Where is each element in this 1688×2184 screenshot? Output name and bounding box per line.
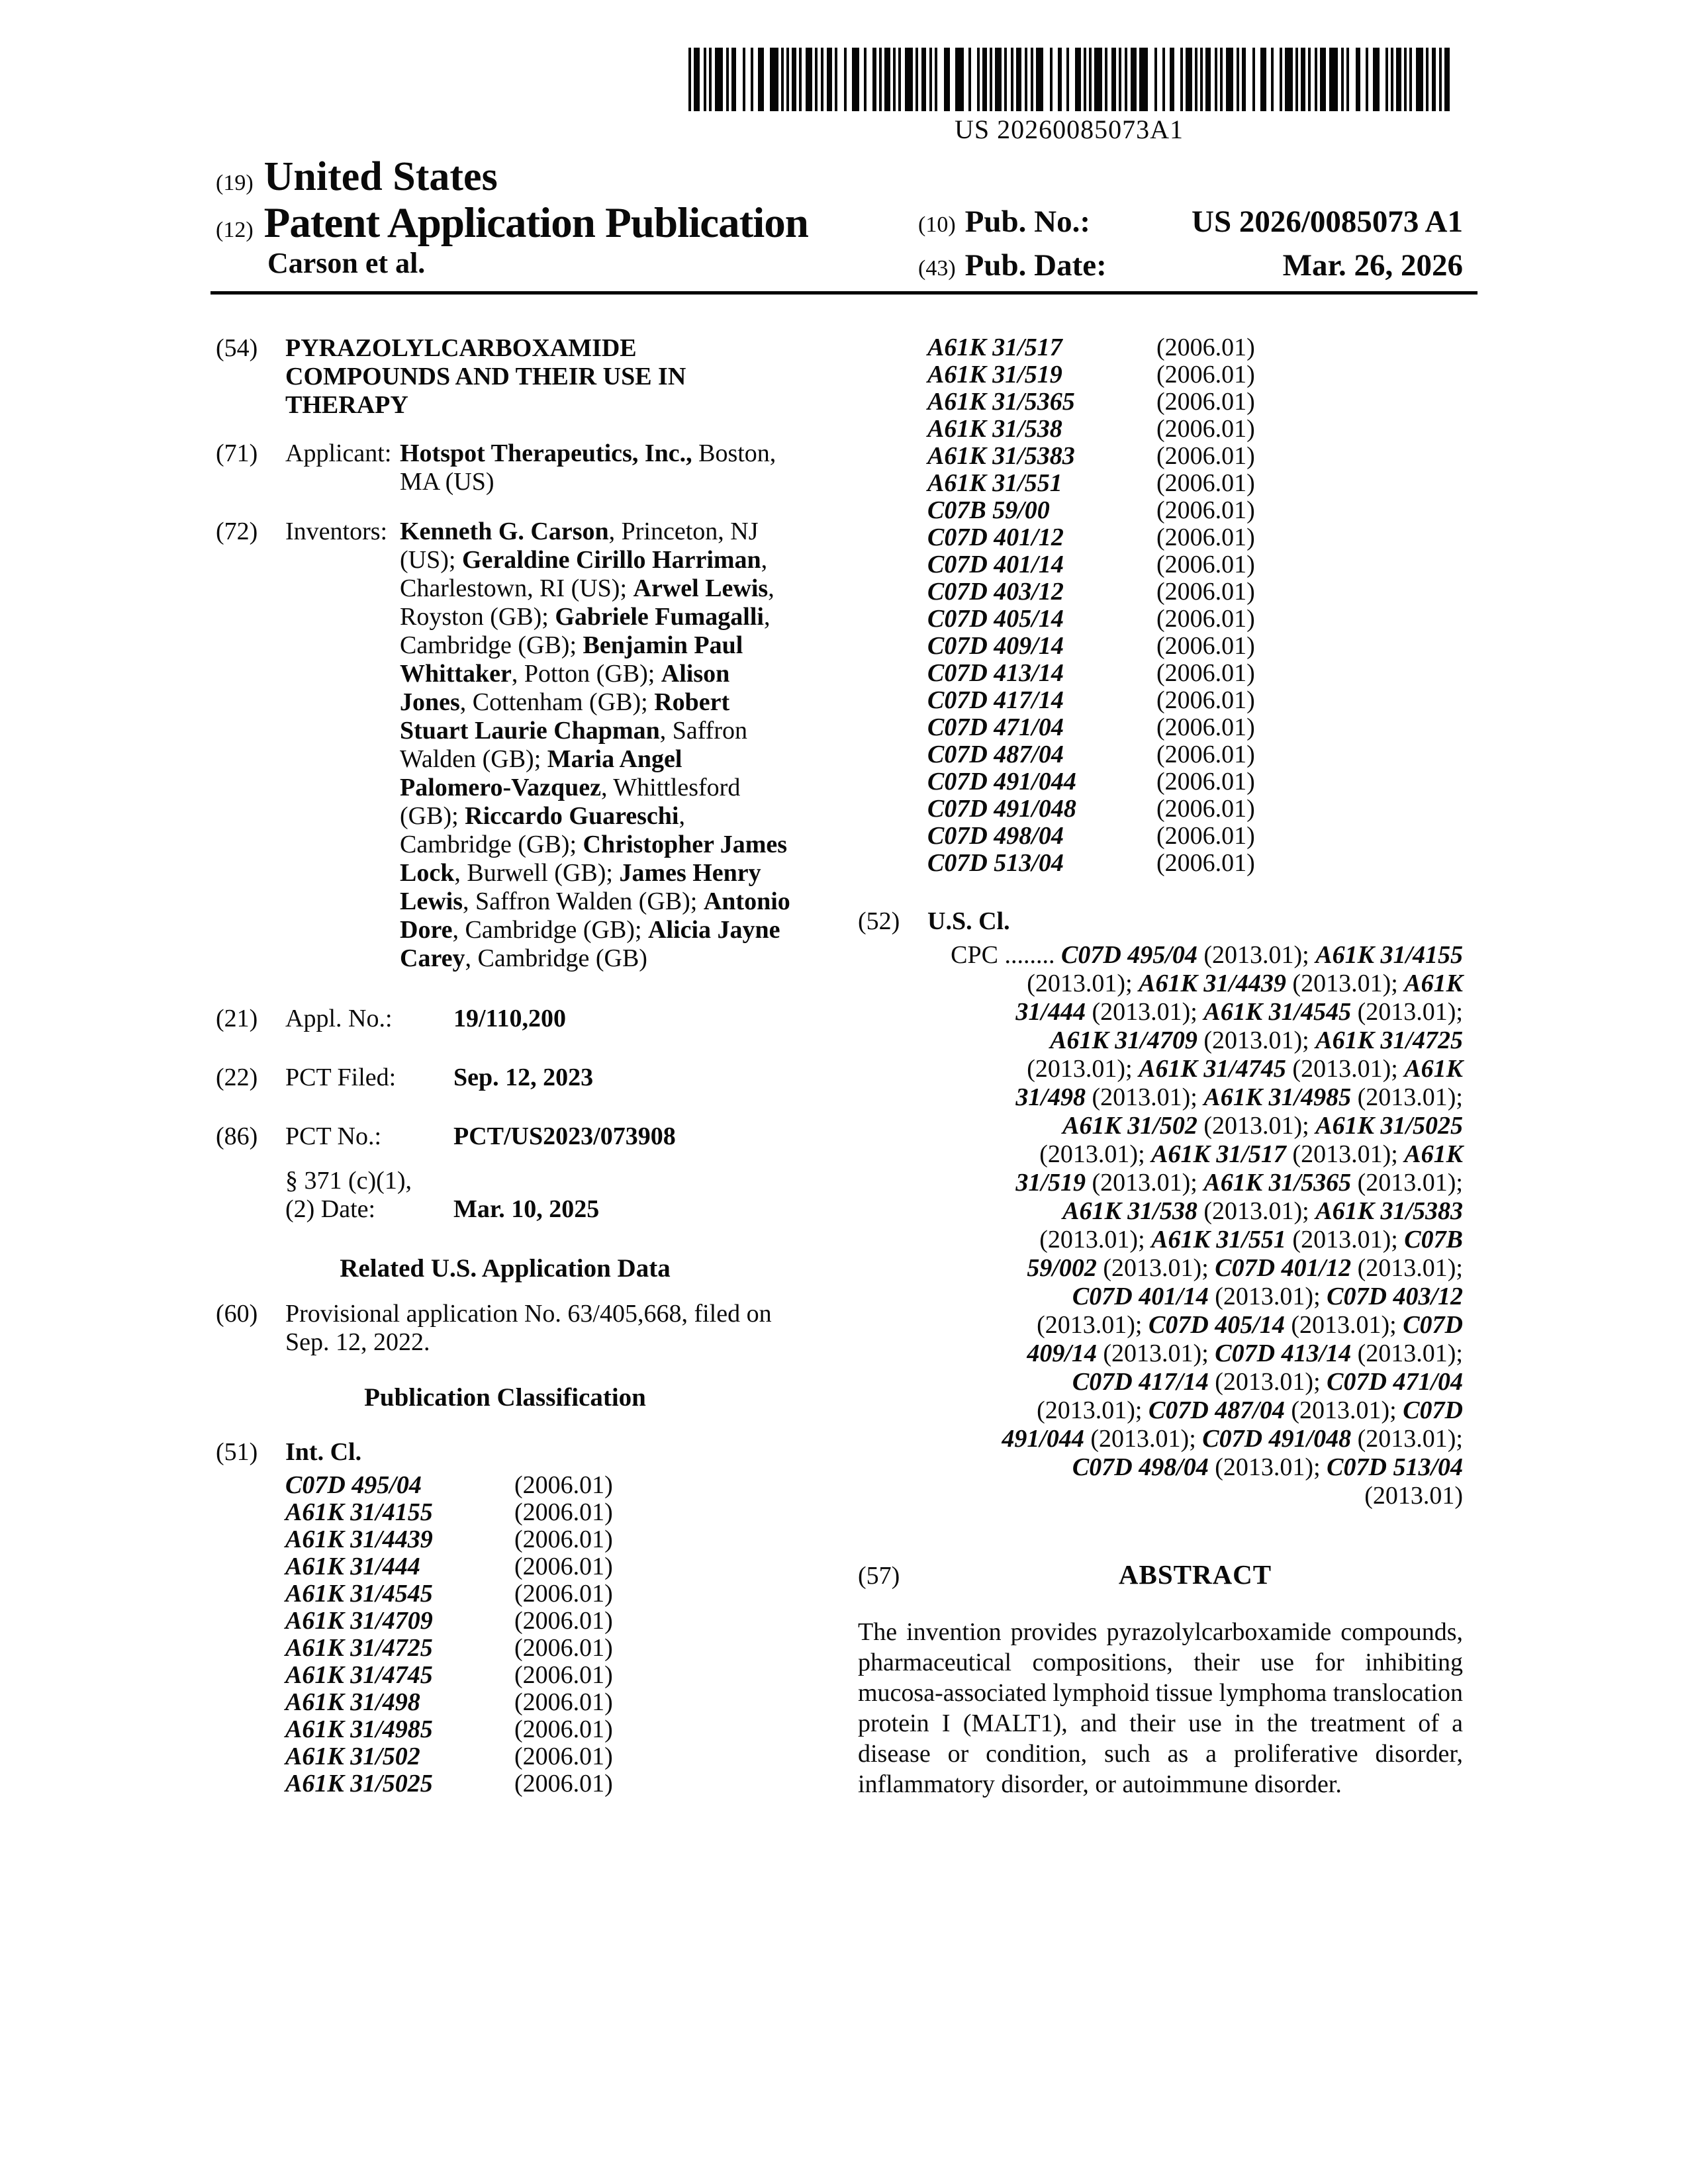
barcode-bar [982,48,987,111]
cpc-line: 31/519 (2013.01); A61K 31/5365 (2013.01); [1015,1169,1463,1197]
doc-type-tag: (12) [216,218,254,242]
intcl-field [216,1438,794,1467]
inventor-name: Antonio Dore [400,887,790,944]
intcl-code: A61K 31/4725 [285,1634,433,1662]
barcode-bar [770,48,778,111]
intcl-code: C07D 403/12 [927,578,1064,606]
cpc-line: A61K 31/538 (2013.01); A61K 31/5383 [1062,1197,1463,1225]
barcode-bar [1125,48,1127,111]
uscl-label: U.S. Cl. [927,907,1010,935]
barcode-bar [688,48,691,111]
intcl-row [927,687,1463,714]
cpc-line: (2013.01); C07D 487/04 (2013.01); C07D [1037,1396,1463,1424]
intcl-code: C07B 59/00 [927,496,1050,524]
barcode-bar [1050,48,1053,111]
related-data-heading: Related U.S. Application Data [340,1254,671,1283]
barcode-bar [1439,48,1442,111]
barcode-bar [1119,48,1121,111]
author-line: Carson et al. [267,247,426,279]
barcode-bar [893,48,896,111]
intcl-row [285,1635,794,1662]
pct-filed-label: PCT Filed: [285,1064,397,1091]
barcode-bar [879,48,882,111]
barcode-bar [1409,48,1412,111]
country-tag: (19) [216,171,254,195]
barcode-bar [694,48,700,111]
doc-type-title: Patent Application Publication [263,199,808,247]
intcl-code: A61K 31/4439 [285,1525,433,1553]
intcl-row [927,741,1463,768]
abstract-heading: ABSTRACT [1118,1559,1272,1590]
inventor-name: Alison Jones [400,660,730,716]
barcode-bar [1280,48,1282,111]
intcl-code: C07D 401/12 [927,523,1064,551]
barcode-bar [1356,48,1360,111]
cpc-paragraph [924,941,1463,1510]
intcl-version: (2006.01) [514,1688,613,1716]
intcl-row [285,1608,794,1635]
intcl-row [285,1743,794,1770]
intcl-version: (2006.01) [1156,442,1255,470]
intcl-version: (2006.01) [514,1715,613,1743]
barcode-bar [1416,48,1423,111]
appl-no-label: Appl. No.: [285,1005,393,1032]
barcode-bar [1215,48,1217,111]
intcl-version: (2006.01) [1156,605,1255,633]
barcode-bar [977,48,980,111]
barcode-bar [821,48,823,111]
barcode-text: US 20260085073A1 [954,114,1184,144]
intcl-version: (2006.01) [1156,469,1255,497]
cpc-line: (2013.01) [1364,1482,1463,1510]
pub-no-label: Pub. No.: [964,205,1090,239]
intcl-code: A61K 31/444 [285,1553,420,1580]
inventor-name: Benjamin Paul Whittaker [400,631,743,688]
intcl-version: (2006.01) [1156,768,1255,796]
intcl-version: (2006.01) [514,1661,613,1689]
barcode-bar [1396,48,1401,111]
barcode-bar [1385,48,1388,111]
intcl-version: (2006.01) [1156,523,1255,551]
s371-date-field [285,1195,794,1224]
intcl-version: (2006.01) [514,1498,613,1526]
provisional-text: Provisional application No. 63/405,668, filed on Sep. 12, 2022. [285,1300,772,1356]
barcode-bar [1089,48,1092,111]
intcl-row [927,823,1463,850]
barcode-bar [1426,48,1429,111]
barcode-bar [898,48,901,111]
barcode-bar [1320,48,1326,111]
intcl-version: (2006.01) [1156,551,1255,578]
intcl-row [927,796,1463,823]
barcode-bar [751,48,753,111]
barcode-bar [1341,48,1344,111]
header-divider [211,291,1477,295]
body-columns [216,334,1463,1799]
barcode-bar [1154,48,1157,111]
barcode-bar [1066,48,1069,111]
intcl-row [927,416,1463,443]
barcode-bar [1329,48,1338,111]
intcl-row [927,497,1463,524]
appl-no-value: 19/110,200 [453,1005,566,1032]
intcl-version: (2006.01) [514,1580,613,1608]
uscl-tag: (52) [858,907,900,935]
barcode-bar [844,48,847,111]
intcl-version: (2006.01) [514,1634,613,1662]
intcl-tag: (51) [216,1438,258,1466]
intcl-version: (2006.01) [1156,361,1255,388]
barcode-bar [1200,48,1203,111]
intcl-list-right [858,334,1463,877]
pub-no-line [918,204,1463,240]
inventor-name: Riccardo Guareschi [465,802,679,830]
barcode-bar [1346,48,1349,111]
intcl-row [927,334,1463,361]
applicant-field [216,439,794,496]
barcode-bar [1295,48,1298,111]
barcode-bar [944,48,950,111]
applicant-name: Hotspot Therapeutics, Inc., [400,439,692,467]
publication-classification-heading: Publication Classification [364,1383,646,1412]
cpc-line: C07D 401/14 (2013.01); C07D 403/12 [1072,1283,1463,1310]
pct-filed-field [216,1064,794,1092]
right-column [858,334,1463,1799]
intcl-code: A61K 31/4985 [285,1715,433,1743]
barcode-bar [786,48,789,111]
barcode-bar [1105,48,1107,111]
intcl-code: A61K 31/5025 [285,1770,433,1797]
intcl-version: (2006.01) [514,1525,613,1553]
intcl-row [927,470,1463,497]
cpc-line: 409/14 (2013.01); C07D 413/14 (2013.01); [1027,1340,1463,1367]
barcode-bar [1180,48,1183,111]
inventors-field [216,518,794,973]
barcode-bar [1011,48,1013,111]
intcl-code: A61K 31/5383 [927,442,1075,470]
s371-date-value: Mar. 10, 2025 [453,1195,600,1223]
barcode-bar [1315,48,1317,111]
barcode-bar [1308,48,1311,111]
inventor-name: Kenneth G. Carson [400,518,609,545]
intcl-row [927,768,1463,796]
applicant-value [400,439,794,496]
barcode-bar [1139,48,1148,111]
barcode-bar [704,48,706,111]
cpc-line: CPC ........ C07D 495/04 (2013.01); A61K 31/4155 [951,941,1463,969]
intcl-code: C07D 471/04 [927,713,1064,741]
pub-date-label: Pub. Date: [964,248,1107,283]
intcl-row [285,1499,794,1526]
pub-date-value: Mar. 26, 2026 [1282,248,1463,283]
inventor-name: Gabriele Fumagalli [555,603,764,631]
cpc-line: (2013.01); C07D 405/14 (2013.01); C07D [1037,1311,1463,1339]
inventor-name: Robert Stuart Laurie Chapman [400,688,730,745]
pub-no-tag: (10) [918,212,956,237]
barcode-bar [968,48,971,111]
barcode-bar [1242,48,1246,111]
intcl-row [285,1716,794,1743]
inventor-name: Arwel Lewis [633,574,769,602]
intcl-version: (2006.01) [1156,659,1255,687]
barcode-bar [1260,48,1266,111]
barcode-bar [1186,48,1192,111]
cpc-line: 31/498 (2013.01); A61K 31/4985 (2013.01); [1015,1083,1463,1111]
barcode-bar [1016,48,1021,111]
intcl-code: A61K 31/538 [927,415,1062,443]
barcode-bar [1373,48,1380,111]
inventor-name: James Henry Lewis [400,859,761,915]
intcl-row [927,660,1463,687]
barcode-bar [929,48,932,111]
barcode-bar [1432,48,1436,111]
intcl-code: A61K 31/517 [927,334,1062,361]
pct-no-field [216,1122,794,1151]
intcl-code: C07D 495/04 [285,1471,422,1499]
cpc-line: (2013.01); A61K 31/517 (2013.01); A61K [1039,1140,1463,1168]
pub-date-tag: (43) [918,256,956,281]
abstract-heading-row [858,1561,1463,1590]
intcl-version: (2006.01) [1156,822,1255,850]
intcl-version: (2006.01) [1156,632,1255,660]
cpc-line: A61K 31/4709 (2013.01); A61K 31/4725 [1050,1026,1463,1054]
barcode-bar [1170,48,1174,111]
barcode-bar [1444,48,1450,111]
applicant-location: Boston, MA (US) [400,439,776,496]
barcode-bar [1285,48,1293,111]
barcode-bar [1226,48,1233,111]
doc-type-line [216,199,808,248]
cpc-line: 491/044 (2013.01); C07D 491/048 (2013.01); [1002,1425,1463,1453]
barcode-bar [1366,48,1368,111]
barcode-bar [1131,48,1137,111]
intcl-row [927,850,1463,877]
intcl-version: (2006.01) [514,1770,613,1797]
intcl-version: (2006.01) [1156,686,1255,714]
intcl-version: (2006.01) [1156,713,1255,741]
intcl-row [927,551,1463,578]
barcode-bar [1058,48,1062,111]
barcode-bar [1004,48,1007,111]
barcode-bar [1237,48,1239,111]
cpc-line: (2013.01); A61K 31/4439 (2013.01); A61K [1027,970,1463,997]
pct-no-tag: (86) [216,1122,258,1150]
barcode-bar [990,48,992,111]
inventor-name: Geraldine Cirillo Harriman [461,546,761,574]
inventor-name: Alicia Jayne Carey [400,916,780,972]
inventors-list: Kenneth G. Carson, Princeton, NJ (US); Geraldine Cirillo Harriman, Charlestown, RI (US); Arwel Lewis, Royston (GB); Gabriele Fumagalli, Cambridge (GB); Benjamin Paul Whittaker, Potton (GB); Alison Jones, Cottenham (GB); Robert Stuart Laurie Chapman, Saffron Walden (GB); Maria Angel Palomero-Vazquez, Whittlesford (GB); Riccardo Guareschi, Cambridge (GB); Christopher James Lock, Burwell (GB); James Henry Lewis, Saffron Walden (GB); Antonio Dore, Cambridge (GB); Alicia Jayne Carey, Cambridge (GB) [400,518,790,972]
barcode-bar [852,48,859,111]
s371-clause: § 371 (c)(1), [285,1167,412,1195]
barcode-bar [1271,48,1274,111]
intcl-row [285,1689,794,1716]
intcl-version: (2006.01) [1156,388,1255,416]
intcl-version: (2006.01) [514,1553,613,1580]
title-tag: (54) [216,334,258,362]
s371-block [285,1167,794,1224]
barcode-bar [905,48,913,111]
intcl-version: (2006.01) [1156,578,1255,606]
intcl-code: C07D 401/14 [927,551,1064,578]
provisional-field [216,1300,794,1357]
intcl-code: A61K 31/4709 [285,1607,433,1635]
intcl-code: C07D 513/04 [927,849,1064,877]
barcode-bar [1301,48,1305,111]
intcl-version: (2006.01) [1156,795,1255,823]
country-line [216,154,498,201]
intcl-row [927,606,1463,633]
intcl-code: A61K 31/4545 [285,1580,433,1608]
s371-date-label: (2) Date: [285,1195,376,1223]
country-name: United States [263,154,498,199]
barcode-bar [921,48,926,111]
barcode-bar [709,48,712,111]
invention-title: PYRAZOLYLCARBOXAMIDE COMPOUNDS AND THEIR USE IN THERAPY [285,334,686,419]
intcl-code: C07D 417/14 [927,686,1064,714]
barcode-bar [1075,48,1081,111]
intcl-version: (2006.01) [1156,741,1255,768]
barcode-bar [915,48,918,111]
cpc-line: 31/444 (2013.01); A61K 31/4545 (2013.01); [1015,998,1463,1026]
appl-no-field [216,1005,794,1033]
intcl-row [927,524,1463,551]
barcode-bar [781,48,784,111]
barcode-bar [806,48,812,111]
pct-filed-value: Sep. 12, 2023 [453,1064,594,1091]
title-field [216,334,794,420]
barcode-bar [835,48,837,111]
intcl-row [927,714,1463,741]
intcl-version: (2006.01) [514,1743,613,1770]
intcl-code: C07D 413/14 [927,659,1064,687]
left-column [216,334,794,1799]
pub-date-line [918,248,1463,283]
pct-no-value: PCT/US2023/073908 [453,1122,676,1150]
uscl-field [858,907,1463,936]
barcode-bar [1162,48,1165,111]
inventors-tag: (72) [216,518,258,545]
intcl-code: C07D 498/04 [927,822,1064,850]
intcl-code: C07D 405/14 [927,605,1064,633]
barcode-bar [726,48,729,111]
intcl-row [285,1662,794,1689]
intcl-row [285,1770,794,1797]
intcl-row [285,1526,794,1553]
intcl-row [927,443,1463,470]
barcode-bar [995,48,1002,111]
barcode-bars [688,48,1450,111]
intcl-label: Int. Cl. [285,1438,362,1466]
applicant-tag: (71) [216,439,258,467]
intcl-code: A61K 31/551 [927,469,1062,497]
intcl-version: (2006.01) [1156,849,1255,877]
intcl-code: C07D 409/14 [927,632,1064,660]
intcl-version: (2006.01) [514,1607,613,1635]
barcode-bar [815,48,818,111]
intcl-code: A61K 31/4745 [285,1661,433,1689]
barcode-bar [1094,48,1102,111]
barcode [688,48,1450,145]
barcode-bar [955,48,964,111]
barcode-bar [743,48,745,111]
barcode-bar [715,48,723,111]
barcode-bar [1025,48,1027,111]
appl-no-tag: (21) [216,1005,258,1032]
inventor-name: Maria Angel Palomero-Vazquez [400,745,682,801]
barcode-bar [731,48,736,111]
intcl-list-left [216,1472,794,1797]
pct-filed-tag: (22) [216,1064,258,1091]
intcl-row [927,361,1463,388]
barcode-bar [1205,48,1211,111]
intcl-code: C07D 491/048 [927,795,1076,823]
intcl-row [927,388,1463,416]
abstract-text: The invention provides pyrazolylcarboxamide compounds, pharmaceutical compositions, their use for inhibiting mucosa-associated lymphoid tissue lymphoma translocation protein I (MALT1), and their use in the treatment of a disease or condition, such as a proliferative disorder, inflammatory disorder, or autoimmune disorder. [858,1618,1463,1798]
intcl-version: (2006.01) [1156,496,1255,524]
cpc-line: A61K 31/502 (2013.01); A61K 31/5025 [1062,1112,1463,1140]
intcl-version: (2006.01) [1156,334,1255,361]
barcode-bar [1391,48,1393,111]
barcode-bar [1031,48,1033,111]
barcode-bar [758,48,764,111]
barcode-bar [1084,48,1086,111]
barcode-bar [1404,48,1407,111]
barcode-bar [1111,48,1116,111]
intcl-row [285,1472,794,1499]
cpc-line: 59/002 (2013.01); C07D 401/12 (2013.01); [1027,1254,1463,1282]
inventors-label: Inventors: [285,518,388,545]
inventor-name: Christopher James Lock [400,831,788,887]
barcode-bar [864,48,867,111]
intcl-code: A61K 31/4155 [285,1498,433,1526]
barcode-bar [1252,48,1255,111]
barcode-bar [935,48,937,111]
cpc-line: (2013.01); A61K 31/4745 (2013.01); A61K [1027,1055,1463,1083]
barcode-bar [799,48,802,111]
barcode-bar [872,48,876,111]
intcl-code: C07D 487/04 [927,741,1064,768]
intcl-code: A61K 31/519 [927,361,1062,388]
barcode-bar [884,48,890,111]
barcode-bar [1036,48,1043,111]
provisional-tag: (60) [216,1300,258,1328]
intcl-code: A61K 31/5365 [927,388,1075,416]
barcode-bar [1220,48,1223,111]
intcl-row [285,1553,794,1580]
intcl-code: C07D 491/044 [927,768,1076,796]
cpc-line: (2013.01); A61K 31/551 (2013.01); C07B [1039,1226,1463,1253]
intcl-row [285,1580,794,1608]
barcode-bar [1195,48,1197,111]
applicant-label: Applicant: [285,439,392,467]
cpc-line: C07D 498/04 (2013.01); C07D 513/04 [1072,1453,1463,1481]
pub-no-value: US 2026/0085073 A1 [1192,205,1463,239]
intcl-version: (2006.01) [514,1471,613,1499]
cpc-line: C07D 417/14 (2013.01); C07D 471/04 [1072,1368,1463,1396]
barcode-bar [792,48,796,111]
intcl-code: A61K 31/502 [285,1743,420,1770]
intcl-version: (2006.01) [1156,415,1255,443]
intcl-code: A61K 31/498 [285,1688,420,1716]
intcl-row [927,578,1463,606]
abstract-tag: (57) [858,1562,900,1590]
barcode-bar [827,48,832,111]
pct-no-label: PCT No.: [285,1122,382,1150]
intcl-row [927,633,1463,660]
